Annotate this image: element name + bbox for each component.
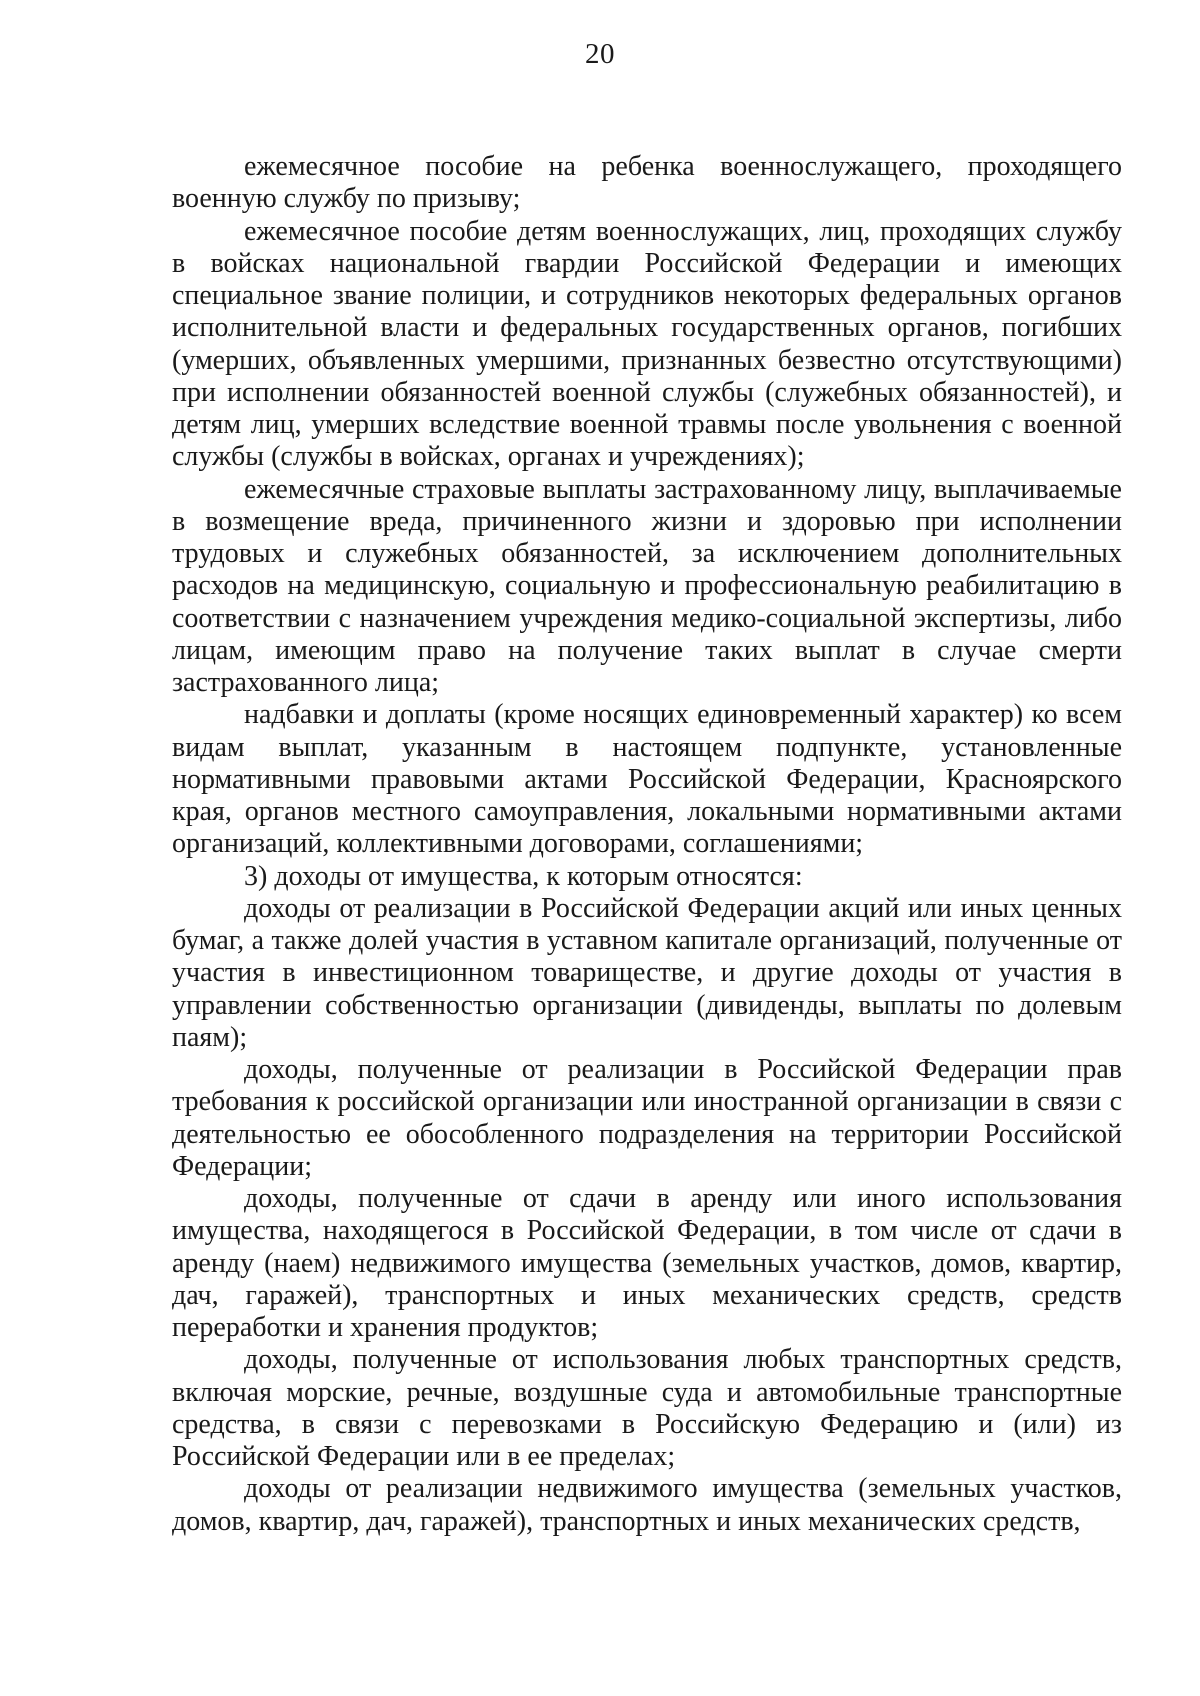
paragraph: доходы, полученные от реализации в Российской Федерации прав требования к российской организации или иностранной организации в связи с деятельностью ее обособленного подразделения на территории Российской Федерации; — [172, 1054, 1122, 1182]
page-number: 20 — [585, 38, 615, 70]
paragraph: 3) доходы от имущества, к которым относятся: — [244, 860, 803, 892]
paragraph: доходы от реализации недвижимого имущества (земельных участков, домов, квартир, дач, гаражей), транспортных и иных механических средств, — [172, 1473, 1122, 1537]
paragraph: ежемесячное пособие детям военнослужащих, лиц, проходящих службу в войсках национальной гвардии Российской Федерации и имеющих специальное звание полиции, и сотрудников некоторых федеральных органов исполнительной власти и федеральных государственных органов, погибших (умерших, объявленных умершими, признанных безвестно отсутствующими) при исполнении обязанностей военной службы (служебных обязанностей), и детям лиц, умерших вследствие военной травмы после увольнения с военной службы (службы в войсках, органах и учреждениях); — [172, 215, 1122, 473]
paragraph: доходы от реализации в Российской Федерации акций или иных ценных бумаг, а также долей участия в уставном капитале организаций, полученные от участия в инвестиционном товариществе, и другие доходы от участия в управлении собственностью организации (дивиденды, выплаты по долевым паям); — [172, 892, 1122, 1053]
paragraph: ежемесячное пособие на ребенка военнослужащего, проходящего военную службу по призыву; — [172, 151, 1122, 215]
paragraph: ежемесячные страховые выплаты застрахованному лицу, выплачиваемые в возмещение вреда, причиненного жизни и здоровью при исполнении трудовых и служебных обязанностей, за исключением дополнительных расходов на медицинскую, социальную и профессиональную реабилитацию в соответствии с назначением учреждения медико-социальной экспертизы, либо лицам, имеющим право на получение таких выплат в случае смерти застрахованного лица; — [172, 473, 1122, 698]
paragraph: надбавки и доплаты (кроме носящих единовременный характер) ко всем видам выплат, указанным в настоящем подпункте, установленные нормативными правовыми актами Российской Федерации, Красноярского края, органов местного самоуправления, локальными нормативными актами организаций, коллективными договорами, соглашениями; — [172, 699, 1122, 860]
document-body — [172, 151, 1122, 1538]
paragraph: доходы, полученные от сдачи в аренду или иного использования имущества, находящегося в Российской Федерации, в том числе от сдачи в аренду (наем) недвижимого имущества (земельных участков, домов, квартир, дач, гаражей), транспортных и иных механических средств, средств переработки и хранения продуктов; — [172, 1183, 1122, 1343]
paragraph: доходы, полученные от использования любых транспортных средств, включая морские, речные, воздушные суда и автомобильные транспортные средства, в связи с перевозками в Российскую Федерацию и (или) из Российской Федерации или в ее пределах; — [172, 1344, 1122, 1472]
